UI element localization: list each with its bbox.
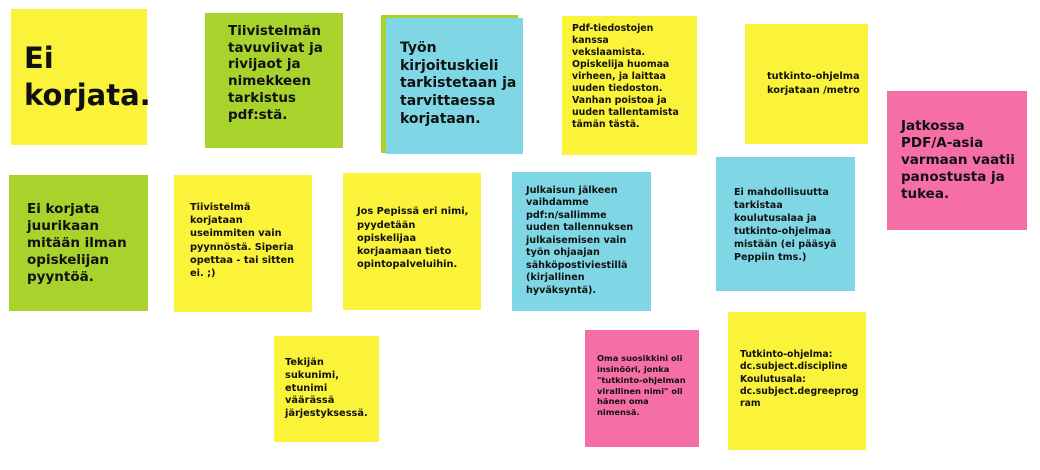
sticky-note-ei-mahdollisuutta: [716, 157, 855, 291]
sticky-note-tutkinto-ohjelma-dc: [728, 312, 866, 450]
note-text: Jatkossa PDF/A-asia varmaan vaatii panostusta ja tukea.: [901, 117, 1015, 203]
sticky-note-tiivistelma-korjataan: [174, 175, 312, 312]
note-text: Tiivistelmä korjataan useimmiten vain pyynnöstä. Siperia opettaa - tai sitten ei. ;): [190, 201, 295, 279]
note-text: Tekijän sukunimi, etunimi väärässä järjestyksessä.: [285, 356, 368, 420]
note-text: Pdf-tiedostojen kanssa vekslaamista. Opiskelija huomaa virheen, ja laittaa uuden tiedoston. Vanhan poistoa ja uuden tallentamista tämän tästä.: [572, 23, 679, 130]
note-text: Ei korjata.: [24, 40, 151, 112]
sticky-note-tyon-kirjoituskieli: [386, 18, 523, 154]
note-text: tutkinto-ohjelma korjataan /metro: [767, 71, 860, 96]
sticky-note-ei-korjata: [11, 9, 151, 145]
sticky-note-tekijan-sukunimi: [274, 336, 379, 442]
sticky-note-julkaisun-jalkeen: [512, 172, 651, 311]
sticky-note-tutkinto-ohjelma-metro: [745, 24, 868, 144]
note-text: Työn kirjoituskieli tarkistetaan ja tarvittaessa korjataan.: [400, 40, 517, 127]
note-text: Ei mahdollisuutta tarkistaa koulutusalaa ja tutkinto-ohjelmaa mistään (ei pääsyä Peppiin tms.): [734, 187, 837, 263]
sticky-note-pdf-tiedostojen: [562, 16, 697, 155]
sticky-note-ei-korjata-juurikaan: [9, 175, 148, 311]
sticky-note-tiivistelman-tavuviivat: [205, 13, 343, 148]
note-text: Tiivistelmän tavuviivat ja rivijaot ja nimekkeen tarkistus pdf:stä.: [228, 23, 323, 123]
note-text: Julkaisun jälkeen vaihdamme pdf:n/sallimme uuden tallennuksen julkaisemisen vain työn ohjaajan sähköpostiviestillä (kirjallinen hyväksyntä).: [526, 185, 634, 296]
note-text: Ei korjata juurikaan mitään ilman opiskelijan pyyntöä.: [27, 200, 127, 285]
note-text: Oma suosikkini oli insinööri, jonka "tutkinto-ohjelman virallinen nimi" oli hänen oma nimensä.: [597, 353, 686, 418]
note-text: Tutkinto-ohjelma: dc.subject.discipline Koulutusala: dc.subject.degreeprog ram: [740, 349, 859, 410]
sticky-note-jos-pepissa: [343, 173, 481, 310]
sticky-note-jatkossa-pdfa: [887, 91, 1027, 230]
sticky-note-oma-suosikkini: [585, 330, 699, 447]
note-text: Jos Pepissä eri nimi, pyydetään opiskelijaa korjaamaan tieto opintopalveluihin.: [357, 206, 469, 271]
